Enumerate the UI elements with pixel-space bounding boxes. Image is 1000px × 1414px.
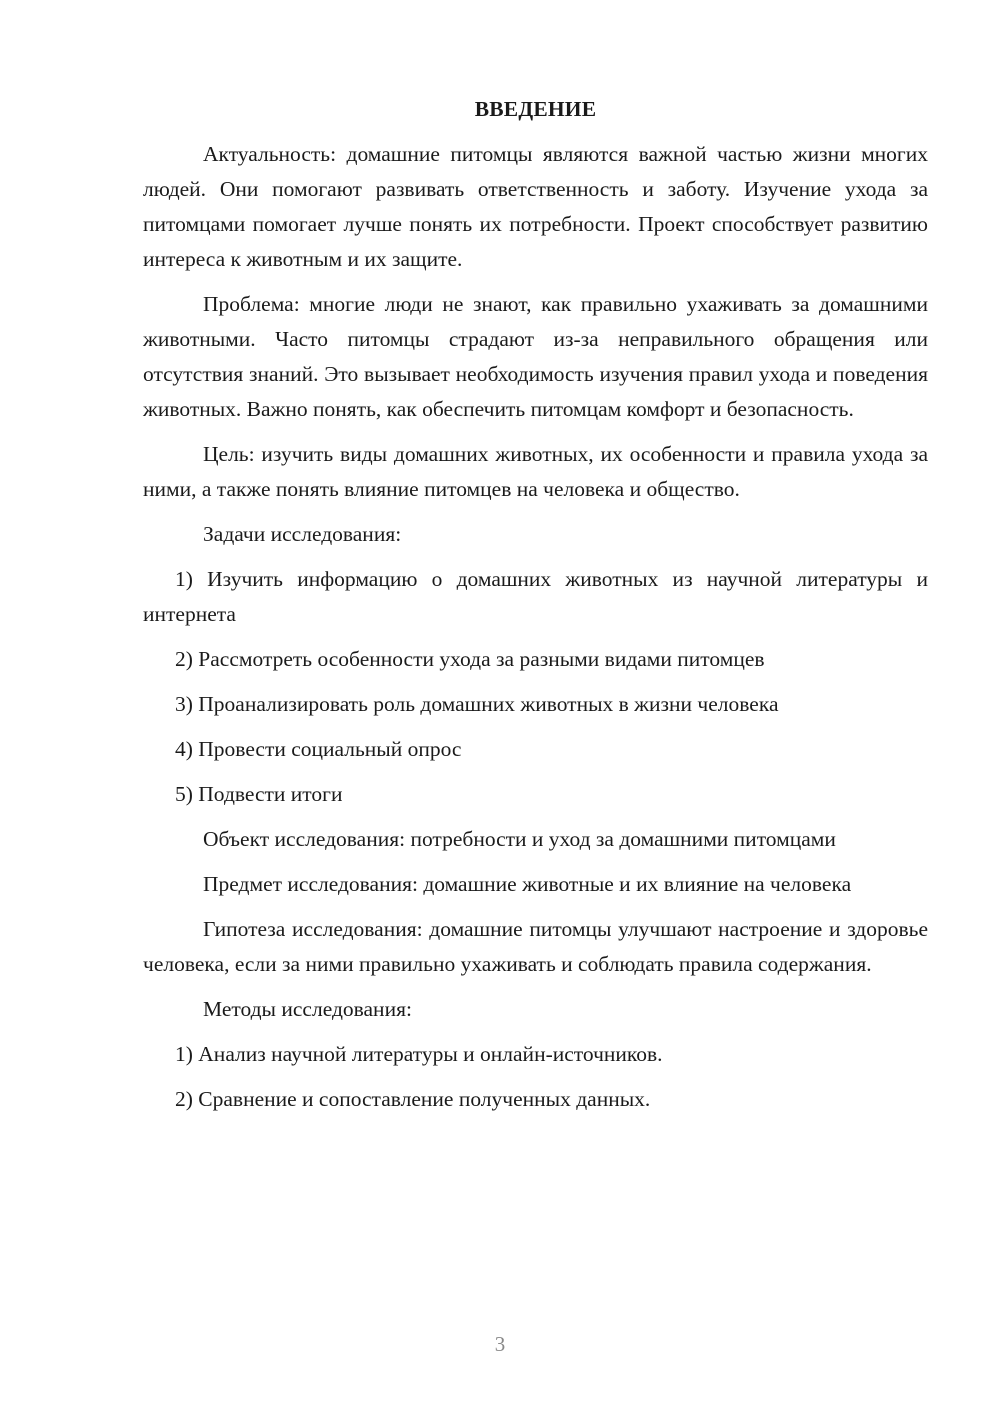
task-item: 2) Рассмотреть особенности ухода за разными видами питомцев (175, 647, 765, 671)
problem-paragraph: Проблема: многие люди не знают, как правильно ухаживать за домашними животными. Часто питомцы страдают из-за неправильного обращения или отсутствия знаний. Это вызывает необходимость изучения правил ухода и поведения животных. Важно понять, как обеспечить питомцам комфорт и безопасность. (143, 292, 928, 421)
hypothesis-paragraph: Гипотеза исследования: домашние питомцы улучшают настроение и здоровье человека, если за ними правильно ухаживать и соблюдать правила содержания. (143, 917, 928, 976)
document-page (143, 92, 928, 1127)
page-title: ВВЕДЕНИЕ (474, 97, 597, 121)
task-item: 4) Провести социальный опрос (175, 737, 462, 761)
task-item: 3) Проанализировать роль домашних животных в жизни человека (175, 692, 779, 716)
methods-heading: Методы исследования: (203, 997, 412, 1021)
method-item: 2) Сравнение и сопоставление полученных данных. (175, 1087, 651, 1111)
task-item: 1) Изучить информацию о домашних животных из научной литературы и интернета (143, 567, 928, 626)
subject-paragraph: Предмет исследования: домашние животные и их влияние на человека (203, 872, 852, 896)
method-item: 1) Анализ научной литературы и онлайн-источников. (175, 1042, 663, 1066)
relevance-paragraph: Актуальность: домашние питомцы являются важной частью жизни многих людей. Они помогают развивать ответственность и заботу. Изучение ухода за питомцами помогает лучше понять их потребности. Проект способствует развитию интереса к животным и их защите. (143, 142, 928, 271)
object-paragraph: Объект исследования: потребности и уход за домашними питомцами (203, 827, 836, 851)
page-number: 3 (494, 1332, 506, 1356)
task-item: 5) Подвести итоги (175, 782, 343, 806)
goal-paragraph: Цель: изучить виды домашних животных, их особенности и правила ухода за ними, а также понять влияние питомцев на человека и общество. (143, 442, 928, 501)
tasks-heading: Задачи исследования: (203, 522, 402, 546)
